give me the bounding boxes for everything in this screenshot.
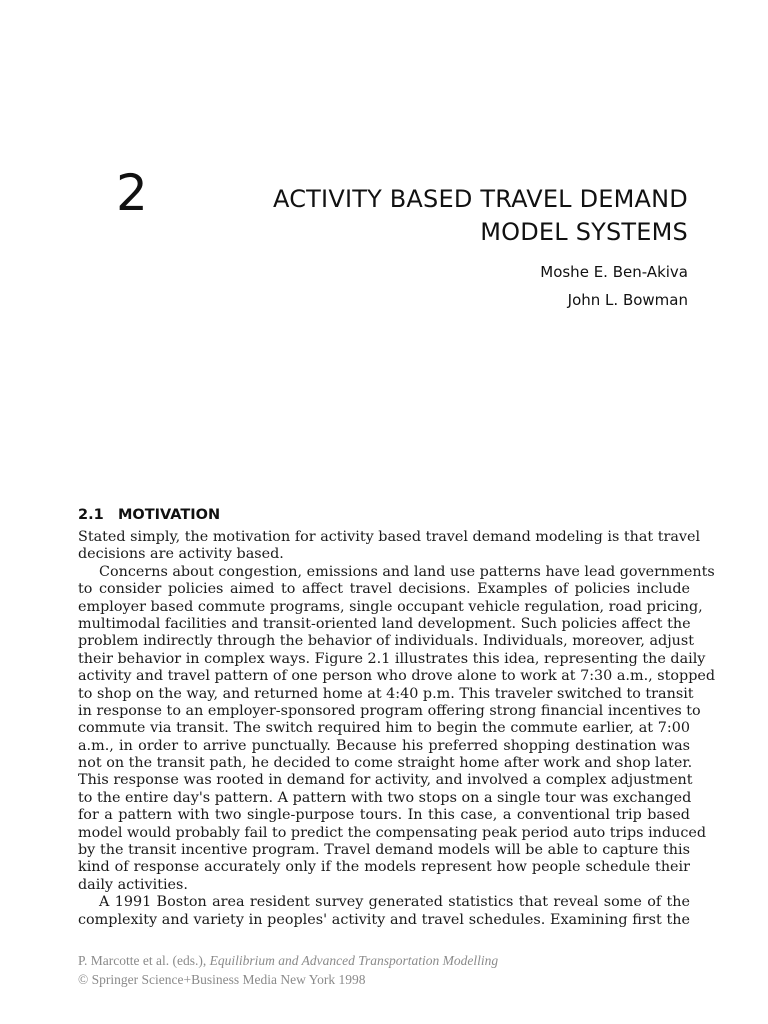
body-line: This response was rooted in demand for activity, and involved a complex adjustment: [78, 772, 693, 789]
section-heading: [78, 504, 220, 526]
body-line: in response to an employer-sponsored program offering strong financial incentives to: [78, 702, 701, 719]
body-line: problem indirectly through the behavior of individuals. Individuals, moreover, adjust: [78, 633, 695, 650]
author-name: Moshe E. Ben-Akiva: [540, 263, 688, 281]
body-line: their behavior in complex ways. Figure 2.1 illustrates this idea, representing the daily: [78, 650, 706, 667]
body-text: [78, 529, 716, 929]
citation-line: [78, 951, 498, 970]
author-name: John L. Bowman: [567, 291, 688, 309]
body-line: to consider policies aimed to affect travel decisions. Examples of policies include: [78, 581, 690, 598]
chapter-number: 2: [116, 164, 148, 222]
body-line: employer based commute programs, single occupant vehicle regulation, road pricing,: [78, 598, 703, 615]
body-line: decisions are activity based.: [78, 546, 284, 563]
body-line: not on the transit path, he decided to come straight home after work and shop later.: [78, 755, 693, 772]
body-line: model would probably fail to predict the compensating peak period auto trips induced: [78, 824, 707, 841]
body-line: daily activities.: [78, 876, 188, 893]
body-line: by the transit incentive program. Travel demand models will be able to capture this: [78, 842, 690, 859]
body-line: A 1991 Boston area resident survey generated statistics that reveal some of the: [99, 894, 690, 911]
copyright-line: © Springer Science+Business Media New York 1998: [78, 972, 366, 987]
citation-book-title: Equilibrium and Advanced Transportation Modelling: [209, 953, 499, 968]
chapter-title-line-2: MODEL SYSTEMS: [480, 218, 688, 246]
author-list: [540, 258, 688, 314]
body-line: complexity and variety in peoples' activity and travel schedules. Examining first the: [78, 911, 690, 928]
body-line: kind of response accurately only if the models represent how people schedule their: [78, 859, 690, 876]
section-title: MOTIVATION: [118, 507, 221, 523]
body-line: a.m., in order to arrive punctually. Because his preferred shopping destination was: [78, 737, 690, 754]
body-line: commute via transit. The switch required him to begin the commute earlier, at 7:00: [78, 720, 690, 737]
chapter-title: [273, 183, 688, 249]
copyright-footer: [78, 951, 498, 989]
body-line: Stated simply, the motivation for activity based travel demand modeling is that travel: [78, 529, 701, 545]
citation-editors: P. Marcotte et al. (eds.),: [78, 953, 210, 968]
body-line: Concerns about congestion, emissions and land use patterns have lead governments: [99, 563, 715, 580]
body-line: activity and travel pattern of one person who drove alone to work at 7:30 a.m., stopped: [78, 668, 716, 685]
body-line: multimodal facilities and transit-oriented land development. Such policies affect the: [78, 615, 691, 632]
chapter-title-line-1: ACTIVITY BASED TRAVEL DEMAND: [273, 185, 688, 213]
section-number: 2.1: [78, 507, 104, 523]
body-line: for a pattern with two single-purpose tours. In this case, a conventional trip based: [78, 807, 690, 824]
body-line: to the entire day's pattern. A pattern with two stops on a single tour was exchanged: [78, 789, 692, 806]
body-line: to shop on the way, and returned home at 4:40 p.m. This traveler switched to transit: [78, 685, 694, 702]
